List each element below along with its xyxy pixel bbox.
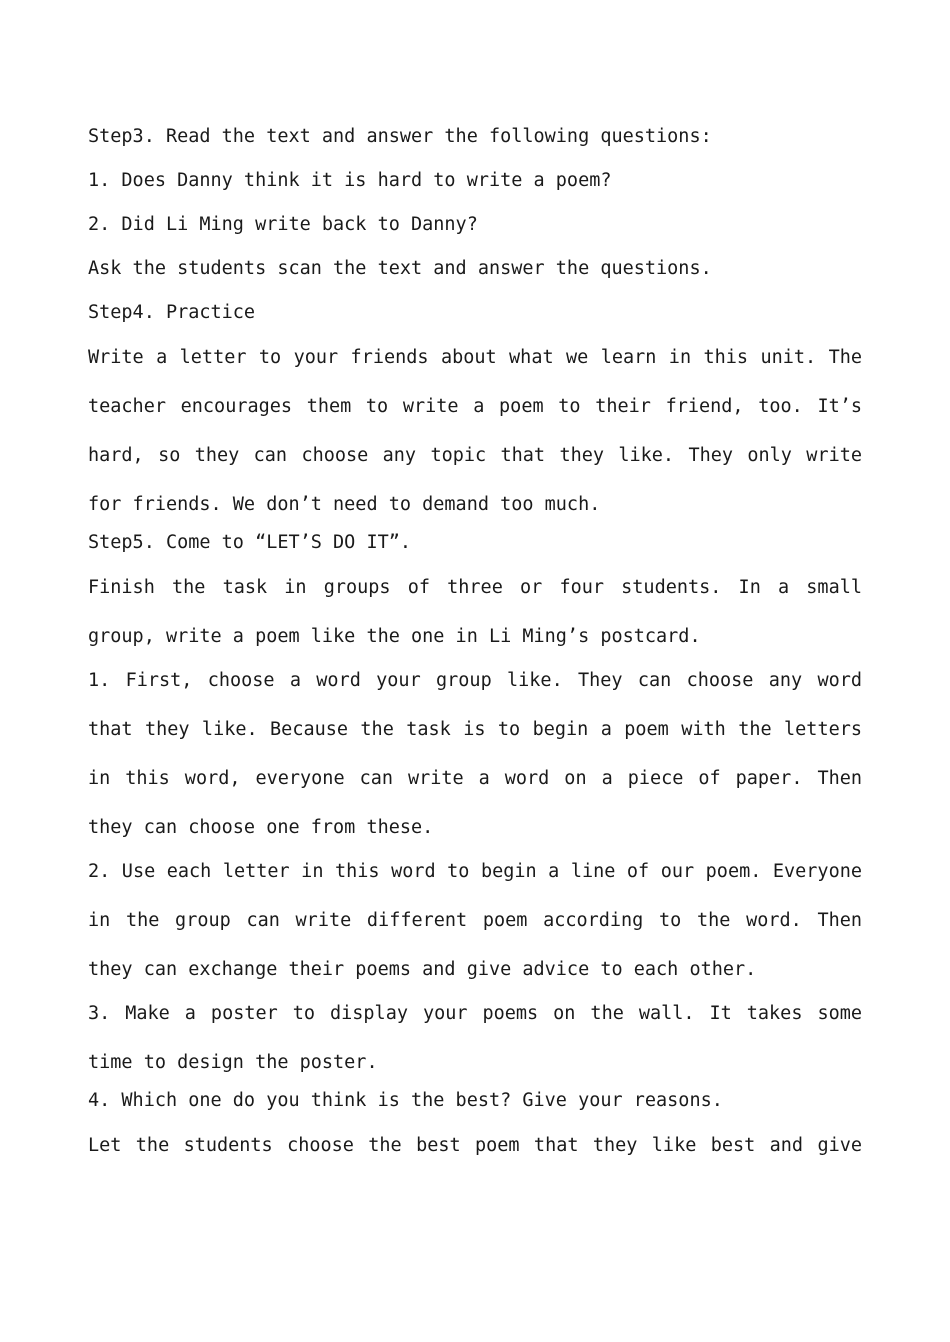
task-paragraph: Finish the task in groups of three or four students. In a small group, write a poem like the one in Li Ming’s postcard.	[88, 577, 862, 647]
step3-heading: Step3. Read the text and answer the following questions:	[88, 126, 712, 147]
document-body	[88, 118, 862, 1170]
task-item-3: 3. Make a poster to display your poems on the wall. It takes some time to design the poster.	[88, 1003, 862, 1073]
step4-heading: Step4. Practice	[88, 302, 256, 323]
question-1: 1. Does Danny think it is hard to write a poem?	[88, 170, 612, 191]
question-2: 2. Did Li Ming write back to Danny?	[88, 214, 478, 235]
task-item-2: 2. Use each letter in this word to begin a line of our poem. Everyone in the group can write different poem according to the word. Then they can exchange their poems and give advice to each other.	[88, 861, 862, 980]
practice-paragraph: Write a letter to your friends about what we learn in this unit. The teacher encourages them to write a poem to their friend, too. It’s hard, so they can choose any topic that they like. They only write for friends. We don’t need to demand too much.	[88, 347, 862, 515]
task-item-4: 4. Which one do you think is the best? Give your reasons.	[88, 1090, 723, 1111]
scan-instruction: Ask the students scan the text and answer the questions.	[88, 258, 712, 279]
closing-paragraph: Let the students choose the best poem that they like best and give	[88, 1135, 862, 1156]
task-item-1: 1. First, choose a word your group like. They can choose any word that they like. Because the task is to begin a poem with the letters in this word, everyone can write a word on a piece of paper. Then they can choose one from these.	[88, 670, 862, 838]
step5-heading: Step5. Come to “LET’S DO IT”.	[88, 532, 412, 553]
